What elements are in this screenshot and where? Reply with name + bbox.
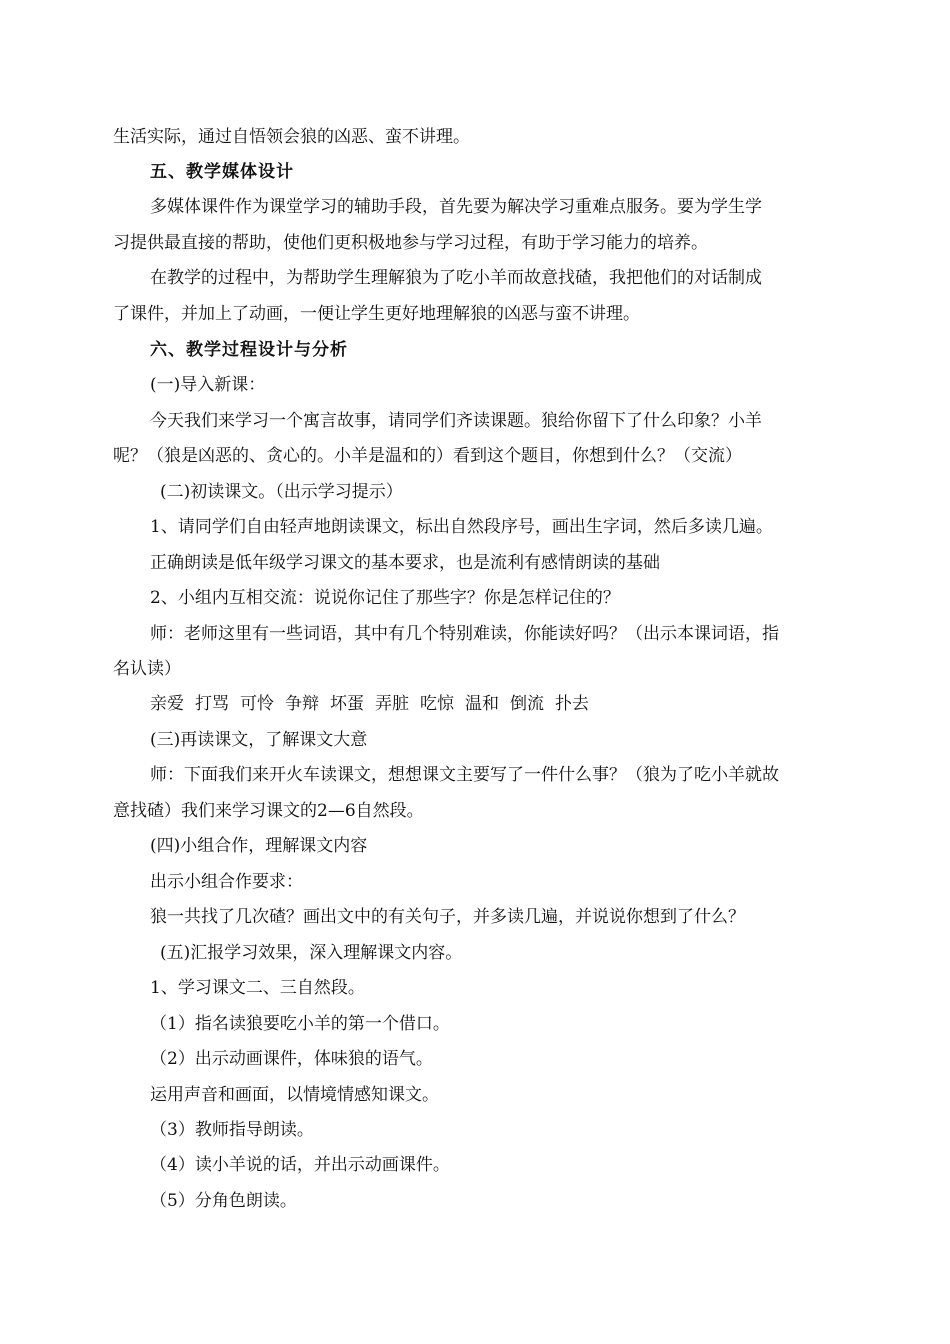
subheading: (一)导入新课： <box>150 375 266 395</box>
paragraph-line: 1、请同学们自由轻声地朗读课文，标出自然段序号，画出生字词，然后多读几遍。 <box>150 517 773 537</box>
paragraph-line: 1、学习课文二、三自然段。 <box>150 978 365 998</box>
vocab-word: 弄脏 <box>375 694 409 714</box>
paragraph-line: 2、小组内互相交流：说说你记住了那些字？你是怎样记住的？ <box>150 588 620 608</box>
list-item: （5）分角色朗读。 <box>150 1191 297 1211</box>
paragraph-line: 今天我们来学习一个寓言故事，请同学们齐读课题。狼给你留下了什么印象？小羊 <box>150 411 762 431</box>
paragraph-line: 意找碴）我们来学习课文的2—6自然段。 <box>113 801 424 821</box>
vocab-word: 亲爱 <box>150 694 184 714</box>
vocab-word: 吃惊 <box>420 694 454 714</box>
vocab-word: 坏蛋 <box>330 694 364 714</box>
list-item: （3）教师指导朗读。 <box>150 1120 314 1140</box>
section-heading-media: 五、教学媒体设计 <box>150 162 294 182</box>
paragraph-line: 出示小组合作要求： <box>150 872 303 892</box>
list-item: （1）指名读狼要吃小羊的第一个借口。 <box>150 1014 450 1034</box>
subheading: (五)汇报学习效果，深入理解课文内容。 <box>160 943 463 963</box>
paragraph-line: 呢？（狼是凶恶的、贪心的。小羊是温和的）看到这个题目，你想到什么？（交流） <box>113 446 742 466</box>
paragraph-line: 生活实际，通过自悟领会狼的凶恶、蛮不讲理。 <box>113 127 470 147</box>
list-item: （2）出示动画课件，体味狼的语气。 <box>150 1049 433 1069</box>
vocabulary-list <box>150 692 600 716</box>
paragraph-line: 师：老师这里有一些词语，其中有几个特别难读，你能读好吗？（出示本课词语，指 <box>150 624 779 644</box>
paragraph-line: 了课件，并加上了动画，一便让学生更好地理解狼的凶恶与蛮不讲理。 <box>113 304 640 324</box>
vocab-word: 争辩 <box>285 694 319 714</box>
vocab-word: 温和 <box>465 694 499 714</box>
vocab-word: 倒流 <box>510 694 544 714</box>
paragraph-line: 在教学的过程中，为帮助学生理解狼为了吃小羊而故意找碴，我把他们的对话制成 <box>150 268 762 288</box>
paragraph-line: 师：下面我们来开火车读课文，想想课文主要写了一件什么事？（狼为了吃小羊就故 <box>150 765 779 785</box>
vocab-word: 可怜 <box>240 694 274 714</box>
vocab-word: 打骂 <box>195 694 229 714</box>
list-item: （4）读小羊说的话，并出示动画课件。 <box>150 1155 450 1175</box>
paragraph-line: 名认读） <box>113 659 181 679</box>
subheading: (四)小组合作，理解课文内容 <box>150 836 368 856</box>
paragraph-line: 运用声音和画面，以情境情感知课文。 <box>150 1085 439 1105</box>
paragraph-line: 狼一共找了几次碴？画出文中的有关句子，并多读几遍，并说说你想到了什么？ <box>150 907 745 927</box>
paragraph-line: 正确朗读是低年级学习课文的基本要求，也是流利有感情朗读的基础 <box>150 553 660 573</box>
paragraph-line: 习提供最直接的帮助，使他们更积极地参与学习过程，有助于学习能力的培养。 <box>113 233 708 253</box>
section-heading-process: 六、教学过程设计与分析 <box>150 340 348 360</box>
paragraph-line: 多媒体课件作为课堂学习的辅助手段，首先要为解决学习重难点服务。要为学生学 <box>150 197 762 217</box>
subheading: (二)初读课文。（出示学习提示） <box>160 482 403 502</box>
vocab-word: 扑去 <box>555 694 589 714</box>
subheading: (三)再读课文，了解课文大意 <box>150 730 368 750</box>
